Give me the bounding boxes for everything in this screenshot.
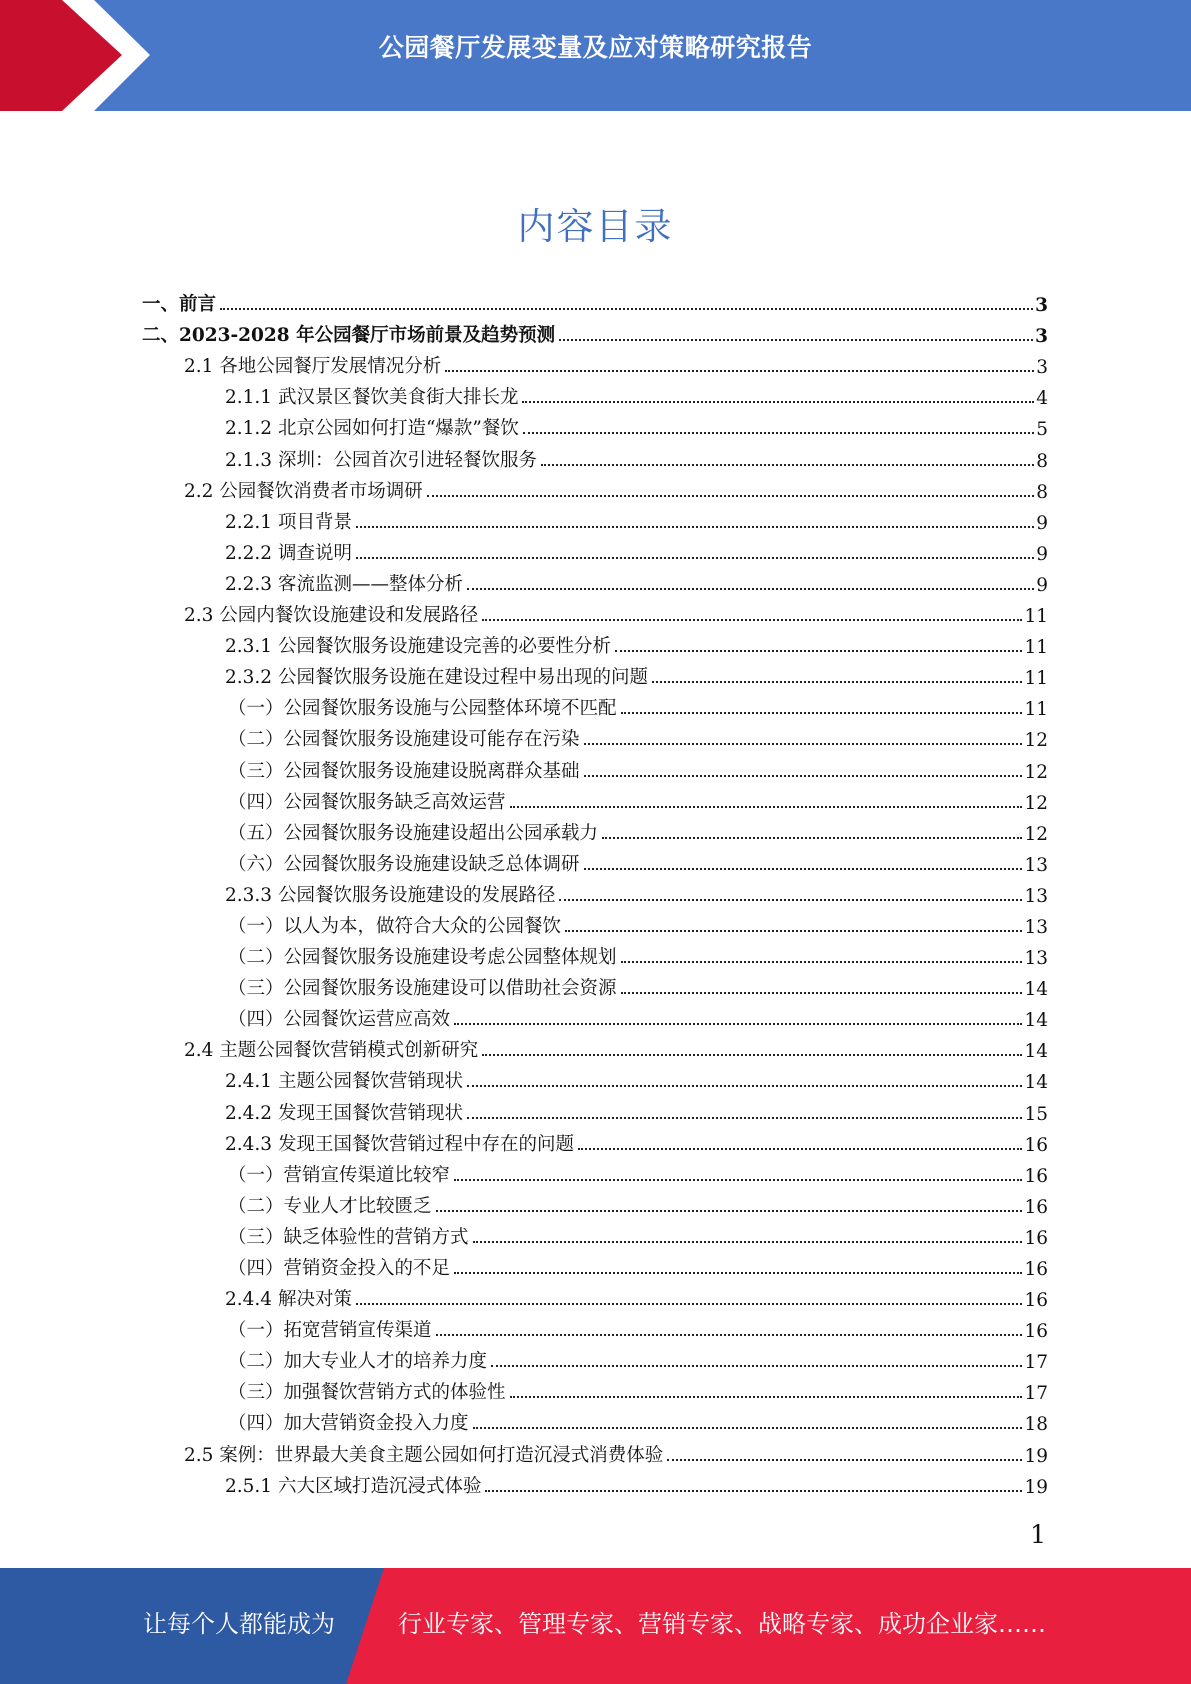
toc-entry-title: 2.3.1 公园餐饮服务设施建设完善的必要性分析 (225, 636, 611, 658)
toc-dot-leader (454, 1023, 1022, 1025)
toc-entry-title: （二）专业人才比较匮乏 (228, 1195, 432, 1217)
toc-dot-leader (454, 1272, 1022, 1274)
toc-entry[interactable] (142, 1467, 1048, 1498)
toc-entry-title: 2.4.1 主题公园餐饮营销现状 (225, 1071, 463, 1093)
toc-entry-page: 11 (1024, 637, 1048, 659)
toc-entry-page: 11 (1024, 606, 1048, 628)
toc-dot-leader (510, 806, 1023, 808)
toc-entry-title: （四）加大营销资金投入力度 (228, 1413, 469, 1435)
toc-dot-leader (436, 1334, 1023, 1336)
toc-dot-leader (559, 339, 1033, 341)
toc-entry-title: 2.3.2 公园餐饮服务设施在建设过程中易出现的问题 (225, 667, 648, 689)
toc-entry-title: 2.4 主题公园餐饮营销模式创新研究 (184, 1040, 479, 1062)
toc-entry-page: 8 (1036, 481, 1048, 503)
toc-entry-page: 9 (1036, 543, 1048, 565)
toc-entry[interactable] (142, 814, 1048, 845)
toc-entry[interactable] (142, 440, 1048, 471)
toc-entry-title: （一）以人为本，做符合大众的公园餐饮 (228, 915, 562, 937)
toc-entry[interactable] (142, 285, 1048, 316)
toc-entry-page: 3 (1036, 357, 1048, 379)
toc-entry[interactable] (142, 409, 1048, 440)
toc-entry-title: （三）加强餐饮营销方式的体验性 (228, 1382, 506, 1404)
toc-dot-leader (584, 868, 1023, 870)
toc-dot-leader (436, 1210, 1023, 1212)
toc-entry[interactable] (142, 876, 1048, 907)
toc-entry-title: （三）公园餐饮服务设施建设脱离群众基础 (228, 760, 580, 782)
toc-entry-page: 16 (1024, 1259, 1048, 1280)
toc-dot-leader (541, 464, 1034, 466)
toc-entry-page: 19 (1024, 1476, 1048, 1498)
toc-dot-leader (559, 899, 1022, 901)
toc-dot-leader (356, 1303, 1023, 1305)
toc-entry-page: 16 (1024, 1321, 1048, 1343)
table-of-contents (142, 285, 1048, 1498)
toc-entry-page: 13 (1024, 854, 1048, 876)
toc-entry-page: 15 (1024, 1103, 1048, 1125)
toc-entry[interactable] (142, 689, 1048, 720)
toc-entry[interactable] (142, 503, 1048, 534)
toc-dot-leader (473, 1241, 1023, 1243)
toc-entry-title: （五）公园餐饮服务设施建设超出公园承载力 (228, 822, 599, 844)
toc-entry-title: （一）公园餐饮服务设施与公园整体环境不匹配 (228, 698, 617, 720)
toc-entry-title: 一、前言 (142, 294, 217, 316)
toc-entry-page: 4 (1036, 388, 1048, 410)
toc-entry[interactable] (142, 347, 1048, 378)
toc-entry-title: 2.4.4 解决对策 (225, 1289, 352, 1311)
toc-entry-page: 9 (1036, 512, 1048, 534)
toc-entry-title: 2.5.1 六大区域打造沉浸式体验 (225, 1475, 482, 1497)
toc-entry-page: 9 (1036, 574, 1048, 596)
toc-dot-leader (621, 961, 1023, 963)
toc-dot-leader (584, 775, 1023, 777)
toc-entry-page: 14 (1024, 979, 1048, 1001)
toc-heading: 内容目录 (517, 205, 674, 248)
toc-entry[interactable] (142, 1093, 1048, 1124)
page-number: 1 (1030, 1520, 1046, 1549)
toc-entry-page: 8 (1036, 450, 1048, 472)
toc-entry-title: 2.5 案例：世界最大美食主题公园如何打造沉浸式消费体验 (184, 1444, 664, 1466)
toc-entry-title: 2.1.1 武汉景区餐饮美食街大排长龙 (225, 387, 519, 409)
toc-dot-leader (565, 930, 1022, 932)
toc-entry[interactable] (142, 751, 1048, 782)
toc-dot-leader (523, 432, 1034, 434)
toc-entry-page: 13 (1024, 948, 1048, 970)
toc-entry-title: 2.1.3 深圳：公园首次引进轻餐饮服务 (225, 449, 537, 471)
toc-dot-leader (467, 1085, 1022, 1087)
toc-entry-page: 11 (1024, 699, 1048, 721)
toc-entry[interactable] (142, 565, 1048, 596)
toc-dot-leader (615, 650, 1022, 652)
toc-entry-page: 11 (1024, 668, 1048, 690)
toc-entry[interactable] (142, 1311, 1048, 1342)
toc-entry-page: 19 (1024, 1445, 1048, 1467)
toc-entry-title: （四）营销资金投入的不足 (228, 1258, 451, 1279)
toc-dot-leader (356, 557, 1034, 559)
header-band (0, 0, 1191, 111)
toc-entry-page: 16 (1024, 1227, 1048, 1249)
toc-entry-title: 2.4.2 发现王国餐饮营销现状 (225, 1102, 463, 1124)
toc-entry[interactable] (142, 845, 1048, 876)
toc-entry[interactable] (142, 938, 1048, 969)
toc-dot-leader (467, 1117, 1022, 1119)
toc-dot-leader (652, 681, 1022, 683)
toc-entry-title: （一）拓宽营销宣传渠道 (228, 1320, 432, 1342)
toc-entry-title: （一）营销宣传渠道比较窄 (228, 1164, 451, 1186)
toc-entry-title: 2.2 公园餐饮消费者市场调研 (184, 480, 423, 502)
toc-dot-leader (220, 308, 1033, 310)
toc-entry-page: 16 (1024, 1165, 1048, 1187)
toc-entry[interactable] (142, 316, 1048, 347)
toc-entry[interactable] (142, 1062, 1048, 1093)
toc-entry-page: 13 (1024, 916, 1048, 938)
toc-entry-title: 2.3 公园内餐饮设施建设和发展路径 (184, 605, 479, 627)
toc-dot-leader (584, 743, 1023, 745)
toc-entry[interactable] (142, 1373, 1048, 1404)
toc-entry[interactable] (142, 1000, 1048, 1031)
footer-slogan-left: 让每个人都能成为 (143, 1610, 335, 1638)
toc-entry[interactable] (142, 1156, 1048, 1187)
toc-dot-leader (467, 588, 1034, 590)
footer-band (0, 1568, 1191, 1684)
toc-dot-leader (482, 1054, 1022, 1056)
toc-entry[interactable] (142, 720, 1048, 751)
toc-entry[interactable] (142, 596, 1048, 627)
toc-entry-page: 12 (1024, 761, 1048, 783)
toc-entry[interactable] (142, 472, 1048, 503)
toc-entry-page: 3 (1035, 326, 1048, 348)
toc-entry[interactable] (142, 1404, 1048, 1435)
toc-dot-leader (602, 837, 1022, 839)
toc-entry-title: （二）加大专业人才的培养力度 (228, 1351, 488, 1373)
toc-entry[interactable] (142, 1280, 1048, 1311)
toc-entry-title: 2.2.3 客流监测——整体分析 (225, 573, 463, 595)
toc-entry-page: 17 (1024, 1383, 1048, 1405)
toc-entry-page: 12 (1024, 792, 1048, 814)
toc-entry[interactable] (142, 969, 1048, 1000)
toc-entry-title: 二、2023-2028 年公园餐厅市场前景及趋势预测 (142, 325, 556, 347)
toc-dot-leader (510, 1396, 1023, 1398)
footer-slogan-right: 行业专家、管理专家、营销专家、战略专家、成功企业家…… (398, 1610, 1046, 1638)
toc-dot-leader (522, 401, 1034, 403)
report-title: 公园餐厅发展变量及应对策略研究报告 (378, 33, 813, 62)
toc-dot-leader (621, 712, 1023, 714)
toc-dot-leader (427, 495, 1034, 497)
toc-entry-title: （四）公园餐饮服务缺乏高效运营 (228, 791, 506, 813)
toc-dot-leader (482, 619, 1022, 621)
toc-entry[interactable] (142, 658, 1048, 689)
toc-entry-page: 18 (1024, 1414, 1048, 1436)
toc-entry-page: 16 (1024, 1134, 1048, 1156)
toc-entry-page: 12 (1024, 730, 1048, 752)
toc-entry-page: 12 (1024, 823, 1048, 845)
toc-dot-leader (445, 370, 1034, 372)
toc-entry-title: 2.4.3 发现王国餐饮营销过程中存在的问题 (225, 1133, 574, 1155)
toc-entry-title: （四）公园餐饮运营应高效 (228, 1009, 451, 1031)
toc-entry-title: （三）公园餐饮服务设施建设可以借助社会资源 (228, 978, 617, 1000)
toc-dot-leader (356, 526, 1034, 528)
toc-entry[interactable] (142, 1031, 1048, 1062)
toc-entry[interactable] (142, 534, 1048, 565)
toc-entry-page: 3 (1035, 295, 1048, 317)
toc-entry[interactable] (142, 783, 1048, 814)
toc-entry-title: 2.2.1 项目背景 (225, 511, 352, 533)
toc-entry-page: 5 (1036, 419, 1048, 441)
toc-entry-title: （三）缺乏体验性的营销方式 (228, 1226, 469, 1248)
toc-entry-page: 14 (1024, 1010, 1048, 1032)
toc-entry-page: 13 (1024, 885, 1048, 907)
toc-entry[interactable] (142, 627, 1048, 658)
toc-entry[interactable] (142, 1342, 1048, 1373)
toc-entry[interactable] (142, 1187, 1048, 1218)
toc-entry-page: 14 (1024, 1041, 1048, 1063)
toc-dot-leader (578, 1148, 1022, 1150)
toc-entry-page: 14 (1024, 1072, 1048, 1094)
toc-dot-leader (473, 1427, 1023, 1429)
toc-dot-leader (491, 1365, 1022, 1367)
toc-dot-leader (667, 1459, 1022, 1461)
toc-entry-title: 2.1 各地公园餐厅发展情况分析 (184, 356, 442, 378)
toc-entry[interactable] (142, 907, 1048, 938)
toc-entry[interactable] (142, 1435, 1048, 1466)
toc-dot-leader (621, 992, 1023, 994)
toc-dot-leader (454, 1179, 1022, 1181)
toc-entry-title: （二）公园餐饮服务设施建设可能存在污染 (228, 729, 580, 751)
toc-entry-page: 17 (1024, 1352, 1048, 1374)
toc-entry-title: （二）公园餐饮服务设施建设考虑公园整体规划 (228, 947, 617, 969)
toc-entry-title: 2.2.2 调查说明 (225, 542, 352, 564)
toc-entry[interactable] (142, 1249, 1048, 1280)
toc-entry[interactable] (142, 378, 1048, 409)
toc-entry-page: 16 (1024, 1196, 1048, 1218)
toc-entry[interactable] (142, 1218, 1048, 1249)
toc-entry-title: 2.3.3 公园餐饮服务设施建设的发展路径 (225, 884, 556, 906)
toc-entry[interactable] (142, 1125, 1048, 1156)
toc-dot-leader (485, 1490, 1022, 1492)
toc-entry-page: 16 (1024, 1290, 1048, 1312)
toc-entry-title: （六）公园餐饮服务设施建设缺乏总体调研 (228, 853, 580, 875)
toc-entry-title: 2.1.2 北京公园如何打造“爆款”餐饮 (225, 418, 519, 440)
